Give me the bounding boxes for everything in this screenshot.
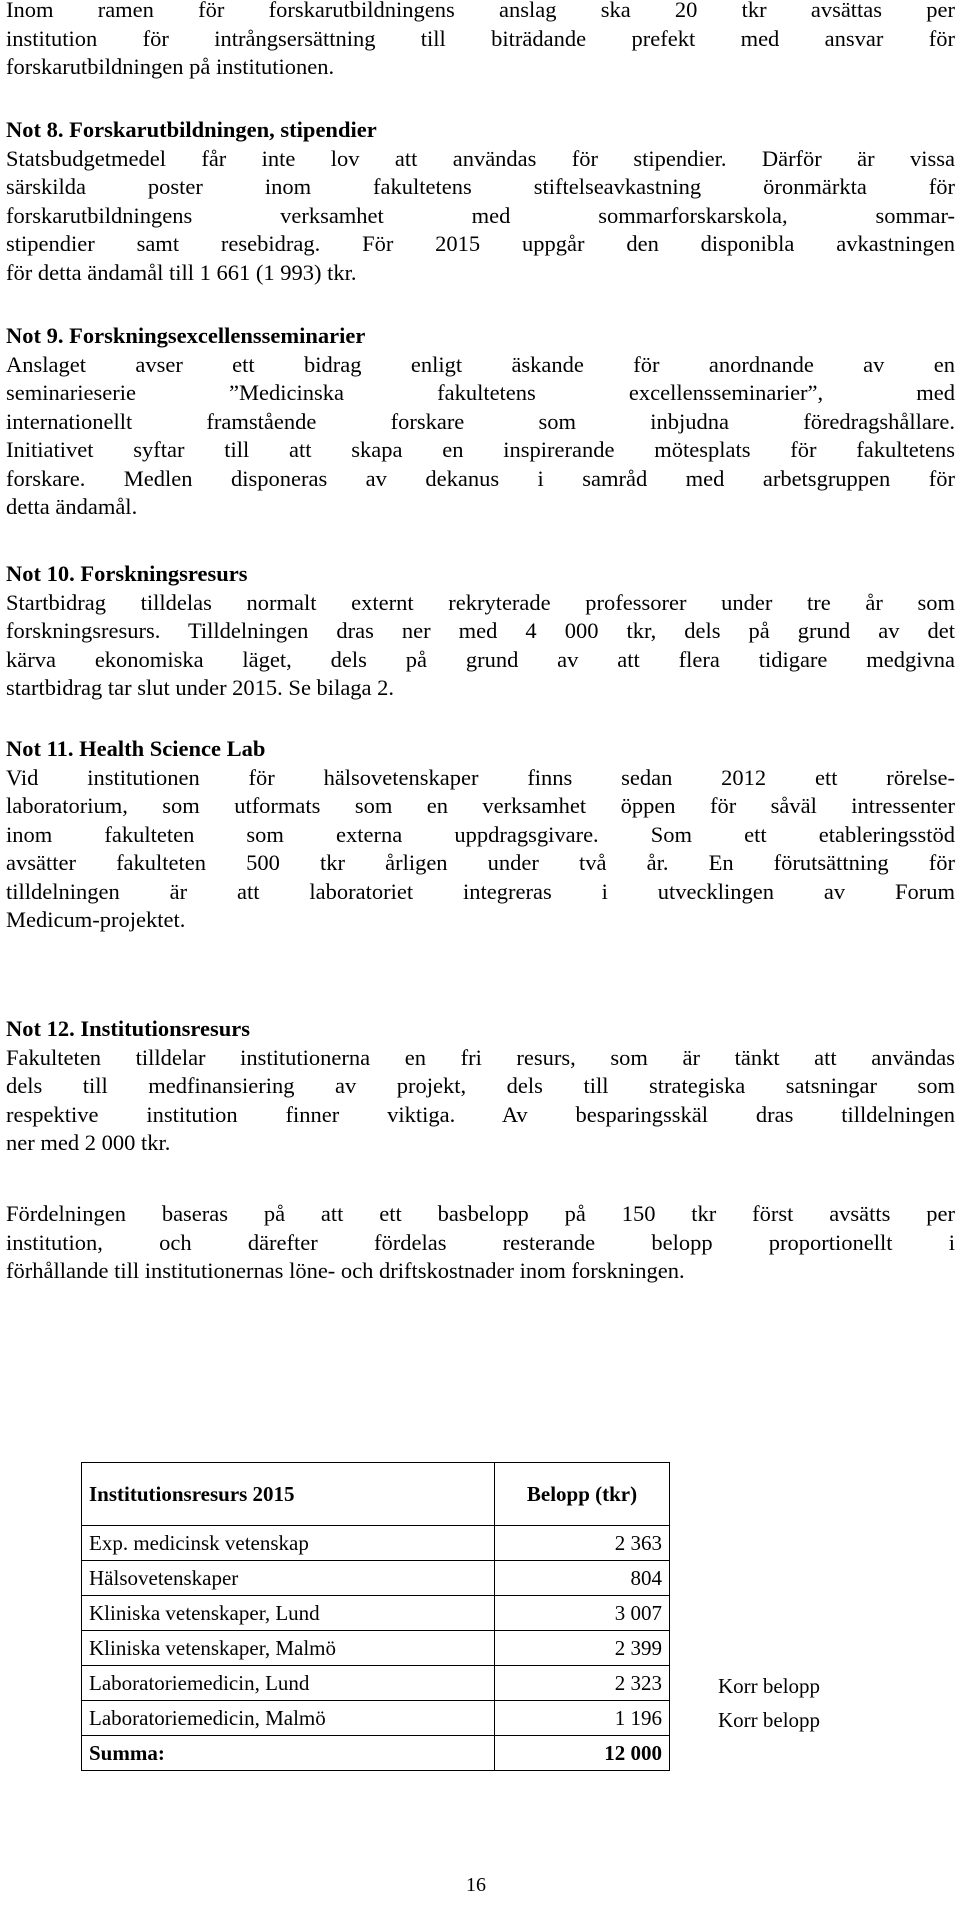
text-line: kärva ekonomiska läget, dels på grund av att flera tidigare medgivna: [6, 646, 955, 672]
cell-institution: Kliniska vetenskaper, Lund: [82, 1596, 495, 1631]
correction-note: Korr belopp: [718, 1674, 821, 1698]
table-row: [82, 1561, 670, 1596]
sum-label: Summa:: [82, 1736, 495, 1771]
text-line: stipendier samt resebidrag. För 2015 uppgår den disponibla avkastningen: [6, 231, 955, 256]
text-line: institution för intrångsersättning till biträdande prefekt med ansvar för: [6, 25, 955, 51]
note-12: [6, 1015, 955, 1158]
table-row: [82, 1596, 670, 1631]
text-line: Startbidrag tilldelas normalt externt rekryterade professorer under tre år som: [6, 589, 955, 615]
note-heading: Not 12. Institutionsresurs: [6, 1016, 250, 1041]
text-line: dels till medfinansiering av projekt, dels till strategiska satsningar som: [6, 1073, 955, 1098]
text-line: forskningsresurs. Tilldelningen dras ner med 4 000 tkr, dels på grund av det: [6, 618, 955, 643]
text-line: Fördelningen baseras på att ett basbelopp på 150 tkr först avsätts per: [6, 1201, 955, 1226]
cell-amount: 2 363: [495, 1526, 670, 1561]
text-line: forskarutbildningens verksamhet med sommarforskarskola, sommar-: [6, 202, 955, 228]
cell-institution: Laboratoriemedicin, Lund: [82, 1666, 495, 1701]
cell-amount: 2 323: [495, 1666, 670, 1701]
institutionsresurs-table: [81, 1462, 670, 1771]
table-row: [82, 1526, 670, 1561]
text-line: tilldelningen är att laboratoriet integreras i utvecklingen av Forum: [6, 878, 955, 904]
text-line: Inom ramen för forskarutbildningens anslag ska 20 tkr avsättas per: [6, 0, 955, 22]
note-heading: Not 9. Forskningsexcellensseminarier: [6, 323, 366, 348]
cell-institution: Laboratoriemedicin, Malmö: [82, 1701, 495, 1736]
sum-amount: 12 000: [495, 1736, 670, 1771]
paragraph-distribution: [6, 1200, 955, 1286]
note-heading: Not 10. Forskningsresurs: [6, 561, 248, 586]
text-line: Vid institutionen för hälsovetenskaper finns sedan 2012 ett rörelse-: [6, 764, 955, 790]
correction-note: Korr belopp: [718, 1708, 821, 1732]
text-line: seminarieserie ”Medicinska fakultetens excellensseminarier”, med: [6, 380, 955, 405]
table-row: [82, 1631, 670, 1666]
text-line: respektive institution finner viktiga. Av besparingsskäl dras tilldelningen: [6, 1101, 955, 1127]
text-line: Initiativet syftar till att skapa en inspirerande mötesplats för fakultetens: [6, 437, 955, 462]
text-line: institution, och därefter fördelas resterande belopp proportionellt i: [6, 1229, 955, 1255]
cell-institution: Kliniska vetenskaper, Malmö: [82, 1631, 495, 1666]
note-8: [6, 116, 955, 287]
text-line: Fakulteten tilldelar institutionerna en fri resurs, som är tänkt att användas: [6, 1044, 955, 1070]
text-line: forskarutbildningen på institutionen.: [6, 54, 335, 79]
text-line: detta ändamål.: [6, 494, 138, 519]
text-line: forskare. Medlen disponeras av dekanus i samråd med arbetsgruppen för: [6, 465, 955, 491]
text-line: laboratorium, som utformats som en verksamhet öppen för såväl intressenter: [6, 793, 955, 818]
paragraph-intro: [6, 0, 955, 82]
text-line: inom fakulteten som externa uppdragsgivare. Som ett etableringsstöd: [6, 821, 955, 847]
table-header-row: [82, 1463, 670, 1526]
note-heading: Not 11. Health Science Lab: [6, 736, 266, 761]
text-line: internationellt framstående forskare som inbjudna föredragshållare.: [6, 408, 955, 434]
cell-amount: 804: [495, 1561, 670, 1596]
text-line: Statsbudgetmedel får inte lov att användas för stipendier. Därför är vissa: [6, 145, 955, 171]
cell-institution: Hälsovetenskaper: [82, 1561, 495, 1596]
text-line: startbidrag tar slut under 2015. Se bilaga 2.: [6, 675, 395, 700]
note-11: [6, 735, 955, 935]
header-amount: Belopp (tkr): [495, 1463, 670, 1526]
header-institution: Institutionsresurs 2015: [82, 1463, 495, 1526]
note-10: [6, 560, 955, 703]
text-line: Medicum-projektet.: [6, 907, 186, 932]
table-row: [82, 1701, 670, 1736]
note-9: [6, 322, 955, 522]
note-heading: Not 8. Forskarutbildningen, stipendier: [6, 117, 377, 142]
text-line: avsätter fakulteten 500 tkr årligen under två år. En förutsättning för: [6, 850, 955, 875]
cell-institution: Exp. medicinsk vetenskap: [82, 1526, 495, 1561]
table-sum-row: [82, 1736, 670, 1771]
text-line: för detta ändamål till 1 661 (1 993) tkr.: [6, 259, 357, 285]
table-row: [82, 1666, 670, 1701]
text-line: Anslaget avser ett bidrag enligt äskande för anordnande av en: [6, 351, 955, 377]
cell-amount: 3 007: [495, 1596, 670, 1631]
page-number: 16: [466, 1874, 486, 1896]
text-line: ner med 2 000 tkr.: [6, 1130, 171, 1155]
text-line: särskilda poster inom fakultetens stiftelseavkastning öronmärkta för: [6, 174, 955, 199]
cell-amount: 1 196: [495, 1701, 670, 1736]
cell-amount: 2 399: [495, 1631, 670, 1666]
text-line: förhållande till institutionernas löne- och driftskostnader inom forskningen.: [6, 1258, 685, 1283]
